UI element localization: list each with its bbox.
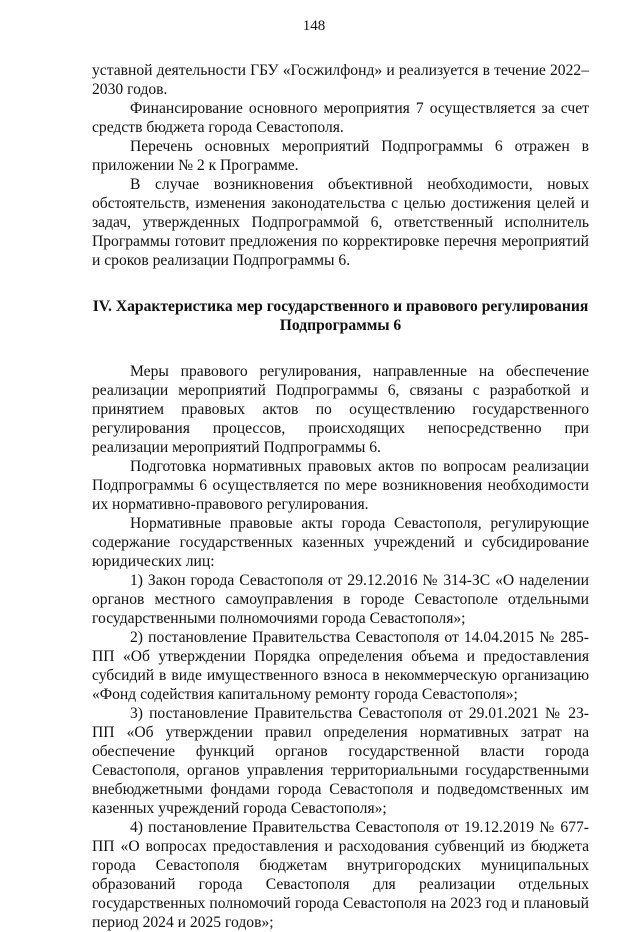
section-heading: IV. Характеристика мер государственного и правового регулирования Подпрограммы 6	[92, 298, 589, 334]
paragraph-adjustments: В случае возникновения объективной необходимости, новых обстоятельств, изменения законодательства с целью достижения целей и задач, утвержденных Подпрограммой 6, ответственный исполнитель Программы готовит предложения по корректировке перечня мероприятий и сроков реализации Подпрограммы 6.	[92, 176, 589, 269]
paragraph-normative-acts-intro: Нормативные правовые акты города Севастополя, регулирующие содержание государственных казенных учреждений и субсидирование юридических лиц:	[92, 515, 589, 570]
paragraph-legal-measures: Меры правового регулирования, направленные на обеспечение реализации мероприятий Подпрограммы 6, связаны с разработкой и принятием правовых актов по осуществлению государственного регулирования процессов, происходящих непосредственно при реализации мероприятий Подпрограммы 6.	[92, 363, 589, 456]
paragraph-continuation: уставной деятельности ГБУ «Госжилфонд» и реализуется в течение 2022–2030 годов.	[92, 62, 589, 98]
paragraph-financing: Финансирование основного мероприятия 7 осуществляется за счет средств бюджета города Севастополя.	[92, 100, 589, 136]
list-item-resolution-285: 2) постановление Правительства Севастополя от 14.04.2015 № 285-ПП «Об утверждении Порядка определения объема и предоставления субсидий в виде имущественного взноса в некоммерческую организацию «Фонд содействия капитальному ремонту города Севастополя»;	[92, 629, 589, 703]
list-item-resolution-677: 4) постановление Правительства Севастополя от 19.12.2019 № 677-ПП «О вопросах предоставления и расходования субвенций из бюджета города Севастополя бюджетам внутригородских муниципальных образований города Севастополя для реализации отдельных государственных полномочий города Севастополя на 2023 год и плановый период 2024 и 2025 годов»;	[92, 819, 589, 931]
paragraph-activities-list: Перечень основных мероприятий Подпрограммы 6 отражен в приложении № 2 к Программе.	[92, 138, 589, 174]
paragraph-acts-preparation: Подготовка нормативных правовых актов по вопросам реализации Подпрограммы 6 осуществляется по мере возникновения необходимости их нормативно-правового регулирования.	[92, 458, 589, 513]
page-number: 148	[302, 18, 326, 34]
list-item-resolution-23: 3) постановление Правительства Севастополя от 29.01.2021 № 23-ПП «Об утверждении правил определения нормативных затрат на обеспечение функций органов государственной власти города Севастополя, органов управления территориальными государственными внебюджетными фондами города Севастополя и подведомственных им казенных учреждений города Севастополя»;	[92, 705, 589, 817]
list-item-law-314: 1) Закон города Севастополя от 29.12.2016 № 314-ЗС «О наделении органов местного самоуправления в городе Севастополе отдельными государственными полномочиями города Севастополя»;	[92, 572, 589, 627]
page-content	[92, 61, 589, 932]
